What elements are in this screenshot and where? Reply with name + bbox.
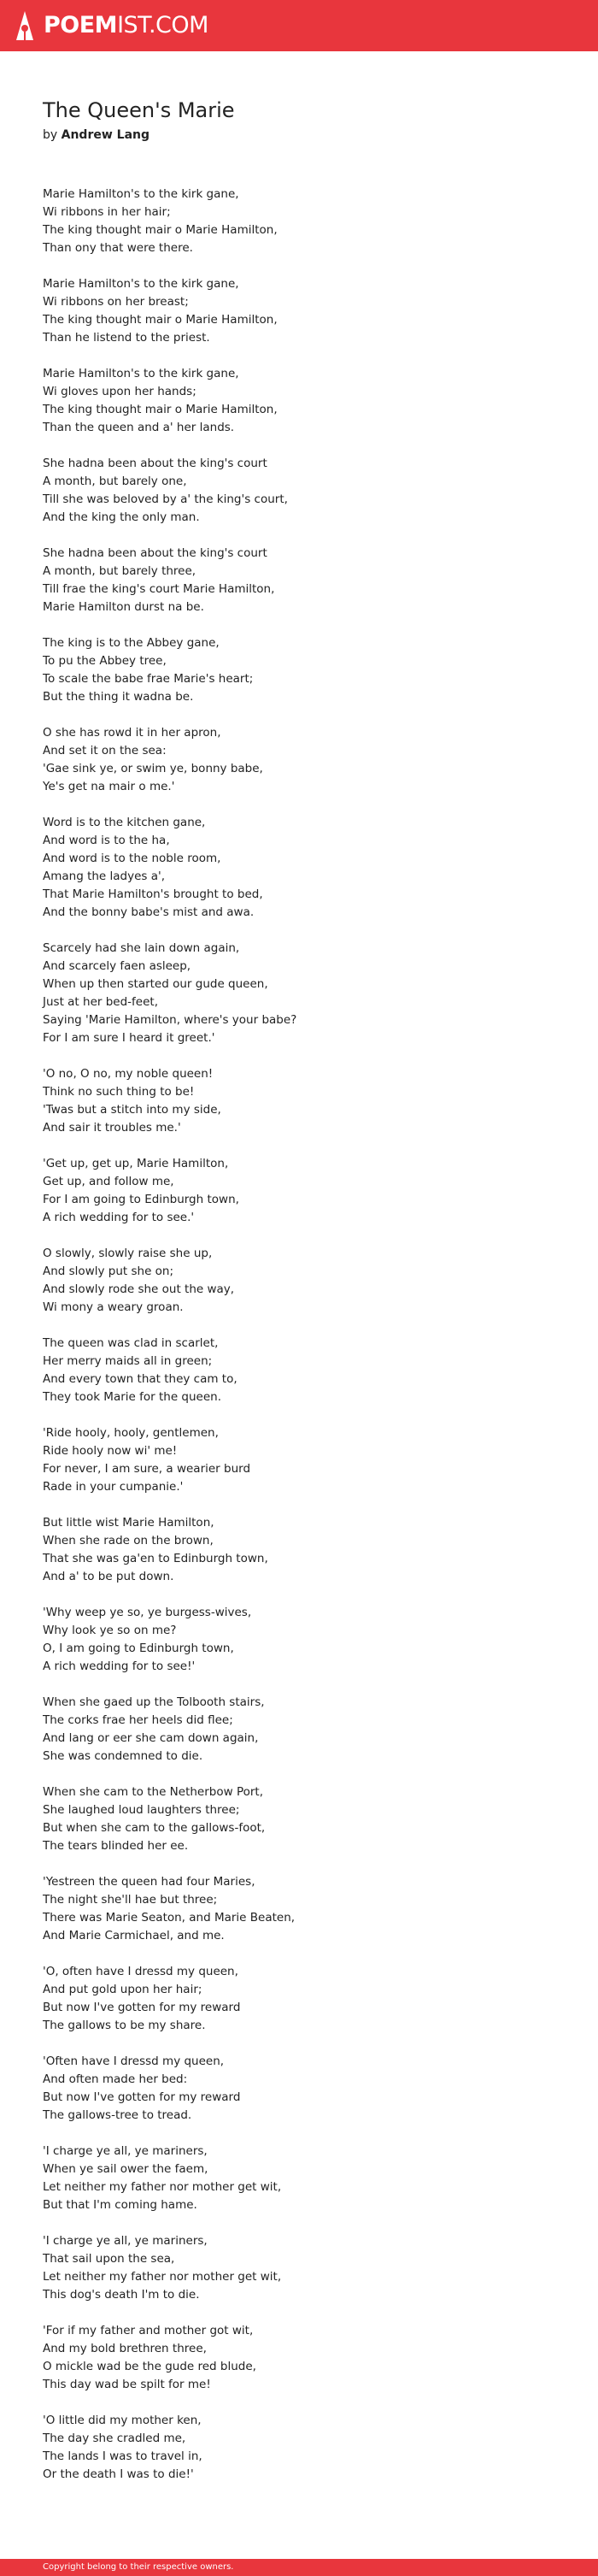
poem-line: And set it on the sea: (43, 744, 167, 757)
poem-stanza (43, 2232, 572, 2304)
poem-line: The day she cradled me, (43, 2432, 186, 2445)
poem-stanza (43, 1514, 572, 1586)
poem-line: Just at her bed-feet, (43, 995, 158, 1009)
site-logo[interactable] (15, 11, 208, 40)
poem-line: When she rade on the brown, (43, 1534, 214, 1547)
poem-line: 'Ride hooly, hooly, gentlemen, (43, 1426, 219, 1440)
poem-line: And put gold upon her hair; (43, 1983, 202, 1996)
poem-stanza (43, 1424, 572, 1496)
poem-stanza (43, 814, 572, 922)
poem-body (43, 186, 572, 2502)
poem-stanza (43, 275, 572, 347)
poem-line: To pu the Abbey tree, (43, 654, 167, 668)
poem-line: And scarcely faen asleep, (43, 959, 191, 973)
poem-line: Word is to the kitchen gane, (43, 816, 206, 829)
poem-line: When up then started our gude queen, (43, 977, 268, 991)
poem-line: 'Get up, get up, Marie Hamilton, (43, 1157, 229, 1170)
poem-line: The king is to the Abbey gane, (43, 636, 220, 650)
poem-line: 'I charge ye all, ye mariners, (43, 2144, 208, 2158)
poem-line: A month, but barely three, (43, 564, 196, 578)
poem-line: This day wad be spilt for me! (43, 2378, 211, 2391)
poem-line: A rich wedding for to see!' (43, 1659, 196, 1673)
poem-line: 'Gae sink ye, or swim ye, bonny babe, (43, 762, 263, 775)
poem-stanza (43, 1963, 572, 2035)
poem-line: Wi ribbons in her hair; (43, 205, 171, 219)
poem-line: She laughed loud laughters three; (43, 1803, 240, 1817)
site-name (44, 11, 208, 40)
poem-byline (43, 127, 150, 144)
poem-line: And every town that they cam to, (43, 1372, 237, 1386)
poem-line: They took Marie for the queen. (43, 1390, 222, 1404)
poem-line: But little wist Marie Hamilton, (43, 1516, 214, 1530)
poem-line: When ye sail ower the faem, (43, 2162, 208, 2176)
poem-line: The lands I was to travel in, (43, 2449, 202, 2463)
poem-line: But now I've gotten for my reward (43, 2001, 241, 2014)
poem-line: 'O little did my mother ken, (43, 2414, 202, 2427)
poem-line: That Marie Hamilton's brought to bed, (43, 887, 263, 901)
poem-line: There was Marie Seaton, and Marie Beaten, (43, 1911, 296, 1925)
poem-line: Than he listend to the priest. (43, 331, 210, 345)
poem-line: Than ony that were there. (43, 241, 193, 255)
poem-line: Scarcely had she lain down again, (43, 941, 240, 955)
poem-line: O mickle wad be the gude red blude, (43, 2360, 256, 2373)
poem-line: For never, I am sure, a wearier burd (43, 1462, 251, 1476)
poem-stanza (43, 2143, 572, 2214)
poem-line: And slowly rode she out the way, (43, 1282, 235, 1296)
poem-line: The gallows to be my share. (43, 2019, 206, 2032)
site-name-bold: POEM (44, 12, 118, 38)
site-footer (0, 2559, 598, 2576)
author-name[interactable]: Andrew Lang (61, 128, 150, 142)
poem-line: And the king the only man. (43, 510, 200, 524)
poem-line: And my bold brethren three, (43, 2342, 207, 2355)
poem-stanza (43, 1694, 572, 1765)
poem-line: The tears blinded her ee. (43, 1839, 189, 1853)
poem-line: Marie Hamilton's to the kirk gane, (43, 277, 239, 291)
poem-line: That she was ga'en to Edinburgh town, (43, 1552, 268, 1565)
poem-line: Amang the ladyes a', (43, 869, 166, 883)
poem-line: Wi mony a weary groan. (43, 1300, 184, 1314)
poem-line: But when she cam to the gallows-foot, (43, 1821, 266, 1835)
poem-stanza (43, 1155, 572, 1227)
poem-stanza (43, 1783, 572, 1855)
poem-stanza (43, 545, 572, 616)
poem-line: 'Why weep ye so, ye burgess-wives, (43, 1606, 252, 1619)
poem-line: The queen was clad in scarlet, (43, 1336, 219, 1350)
poem-line: Marie Hamilton's to the kirk gane, (43, 187, 239, 201)
pen-nib-icon (15, 11, 34, 40)
poem-line: Get up, and follow me, (43, 1175, 174, 1188)
poem-line: Rade in your cumpanie.' (43, 1480, 184, 1494)
poem-line: Saying 'Marie Hamilton, where's your babe? (43, 1013, 297, 1027)
poem-line: Marie Hamilton durst na be. (43, 600, 204, 614)
poem-line: For I am sure I heard it greet.' (43, 1031, 215, 1045)
poem-stanza (43, 1245, 572, 1317)
poem-line: But that I'm coming hame. (43, 2198, 197, 2212)
poem-line: O, I am going to Edinburgh town, (43, 1642, 234, 1655)
poem-line: 'Yestreen the queen had four Maries, (43, 1875, 255, 1889)
poem-line: 'For if my father and mother got wit, (43, 2324, 254, 2337)
poem-line: But the thing it wadna be. (43, 690, 194, 704)
poem-line: 'O no, O no, my noble queen! (43, 1067, 214, 1081)
poem-title: The Queen's Marie (43, 98, 235, 122)
poem-line: The king thought mair o Marie Hamilton, (43, 313, 278, 327)
poem-line: Marie Hamilton's to the kirk gane, (43, 367, 239, 380)
poem-line: Till frae the king's court Marie Hamilton, (43, 582, 275, 596)
poem-line: And Marie Carmichael, and me. (43, 1929, 225, 1942)
copyright-notice: Copyright belong to their respective owners. (43, 2562, 234, 2572)
poem-line: O slowly, slowly raise she up, (43, 1247, 213, 1260)
poem-line: When she cam to the Netherbow Port, (43, 1785, 263, 1799)
poem-line: When she gaed up the Tolbooth stairs, (43, 1695, 265, 1709)
poem-line: 'I charge ye all, ye mariners, (43, 2234, 208, 2248)
poem-line: Think no such thing to be! (43, 1085, 195, 1099)
poem-line: 'Often have I dressd my queen, (43, 2054, 225, 2068)
poem-line: Or the death I was to die!' (43, 2467, 194, 2481)
byline-prefix: by (43, 128, 58, 142)
poem-line: The night she'll hae but three; (43, 1893, 218, 1907)
poem-stanza (43, 1873, 572, 1945)
poem-line: Than the queen and a' her lands. (43, 421, 235, 434)
poem-line: Why look ye so on me? (43, 1624, 177, 1637)
poem-line: To scale the babe frae Marie's heart; (43, 672, 254, 686)
poem-stanza (43, 2053, 572, 2125)
poem-stanza (43, 455, 572, 527)
poem-stanza (43, 2412, 572, 2484)
poem-line: But now I've gotten for my reward (43, 2090, 241, 2104)
poem-line: Let neither my father nor mother get wit, (43, 2180, 282, 2194)
poem-line: And often made her bed: (43, 2072, 188, 2086)
poem-line: Ye's get na mair o me.' (43, 780, 175, 793)
poem-line: Wi gloves upon her hands; (43, 385, 196, 398)
poem-line: The king thought mair o Marie Hamilton, (43, 223, 278, 237)
poem-line: And word is to the noble room, (43, 852, 221, 865)
poem-line: The king thought mair o Marie Hamilton, (43, 403, 278, 416)
poem-line: That sail upon the sea, (43, 2252, 175, 2266)
poem-line: And slowly put she on; (43, 1264, 174, 1278)
poem-stanza (43, 1065, 572, 1137)
poem-line: And lang or eer she cam down again, (43, 1731, 259, 1745)
poem-line: Let neither my father nor mother get wit, (43, 2270, 282, 2284)
poem-line: 'Twas but a stitch into my side, (43, 1103, 221, 1117)
poem-stanza (43, 1604, 572, 1676)
poem-line: And word is to the ha, (43, 834, 170, 847)
poem-line: O she has rowd it in her apron, (43, 726, 221, 740)
poem-line: A rich wedding for to see.' (43, 1211, 195, 1224)
poem-line: She was condemned to die. (43, 1749, 203, 1763)
poem-line: 'O, often have I dressd my queen, (43, 1965, 238, 1978)
poem-stanza (43, 365, 572, 437)
site-name-light: IST.COM (117, 12, 208, 38)
poem-line: And the bonny babe's mist and awa. (43, 905, 255, 919)
poem-line: The gallows-tree to tread. (43, 2108, 192, 2122)
poem-line: For I am going to Edinburgh town, (43, 1193, 239, 1206)
poem-line: She hadna been about the king's court (43, 546, 267, 560)
poem-line: The corks frae her heels did flee; (43, 1713, 233, 1727)
poem-line: And sair it troubles me.' (43, 1121, 181, 1135)
poem-line: Her merry maids all in green; (43, 1354, 213, 1368)
poem-line: She hadna been about the king's court (43, 457, 267, 470)
poem-line: A month, but barely one, (43, 475, 187, 488)
poem-stanza (43, 634, 572, 706)
poem-stanza (43, 724, 572, 796)
site-header (0, 0, 598, 51)
poem-stanza (43, 1335, 572, 1406)
poem-stanza (43, 186, 572, 257)
poem-line: Till she was beloved by a' the king's court, (43, 492, 288, 506)
poem-line: Wi ribbons on her breast; (43, 295, 189, 309)
poem-line: Ride hooly now wi' me! (43, 1444, 178, 1458)
poem-line: And a' to be put down. (43, 1570, 174, 1583)
poem-stanza (43, 940, 572, 1047)
poem-stanza (43, 2322, 572, 2394)
poem-line: This dog's death I'm to die. (43, 2288, 200, 2302)
